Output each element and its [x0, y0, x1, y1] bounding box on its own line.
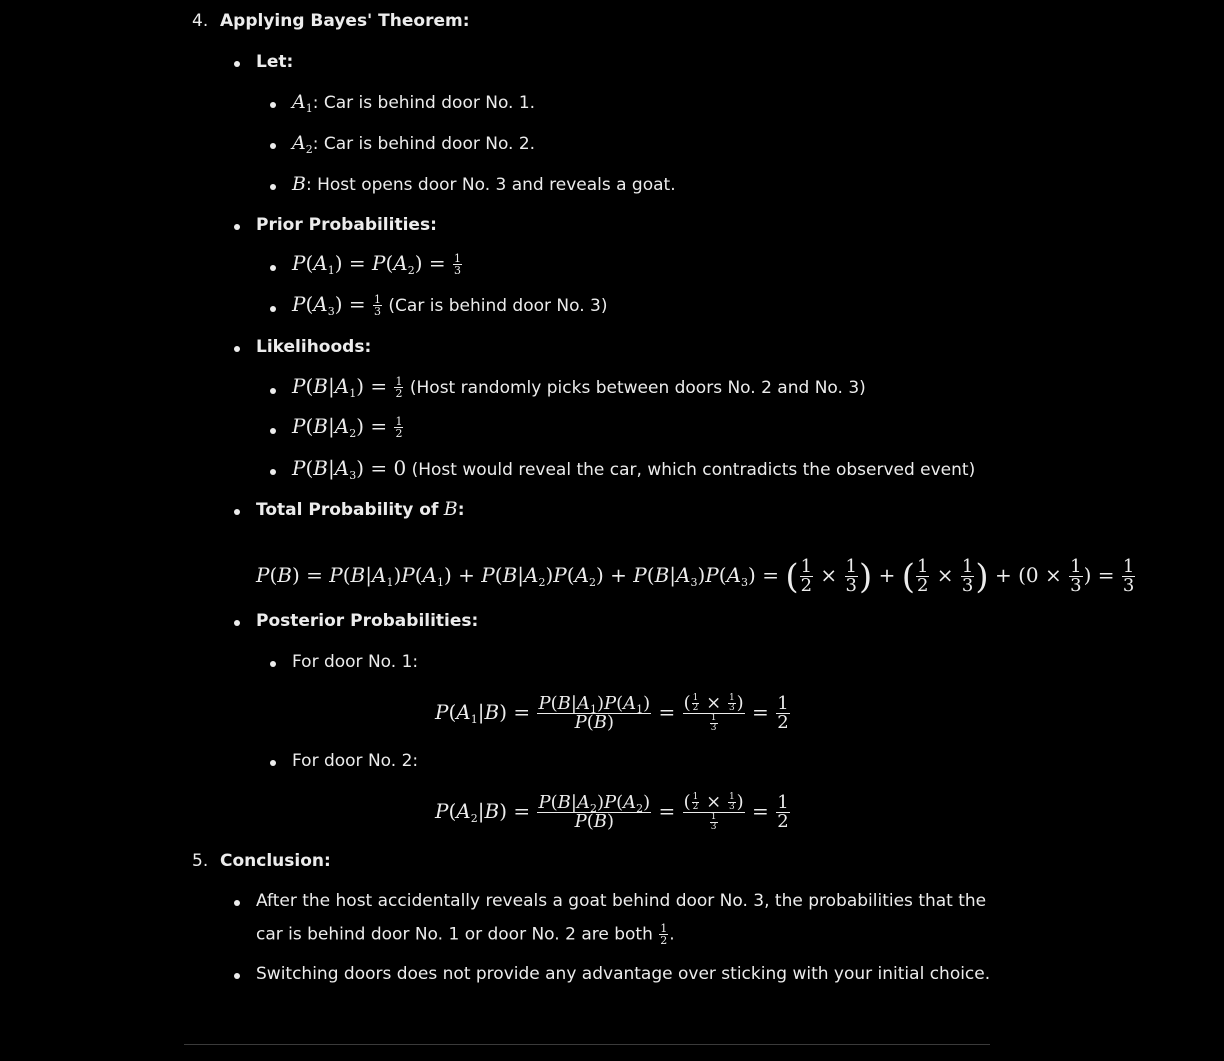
- likelihood-a1: $P(B|A_1)$ = $\frac{1}{2}$ (Host randomly picks between doors No. 2 and No. 3): [292, 374, 866, 400]
- bullet-dot: [270, 388, 276, 394]
- let-label: Let:: [256, 52, 294, 72]
- step-number-4: 4.: [192, 11, 209, 31]
- conclusion-line-2: car is behind door No. 1 or door No. 2 are both $\frac{1}{2}$ .: [256, 922, 675, 947]
- step-title-5: Conclusion:: [220, 851, 331, 871]
- bullet-dot: [234, 224, 240, 230]
- conclusion-line-3: Switching doors does not provide any advantage over sticking with your initial choice.: [256, 964, 991, 984]
- bullet-dot: [234, 346, 240, 352]
- prior-a3: $P(A_3)$ = $\frac{1}{3}$ (Car is behind door No. 3): [292, 292, 608, 318]
- posterior-door1-label: For door No. 1:: [292, 652, 419, 672]
- likelihood-a3: $P(B|A_3) = 0$ (Host would reveal the car, which contradicts the observed event): [292, 456, 976, 482]
- def-a2: $A_2$: Car is behind door No. 2.: [292, 132, 536, 156]
- bullet-dot: [270, 184, 276, 190]
- bullet-dot: [234, 61, 240, 67]
- bullet-dot: [270, 661, 276, 667]
- likelihood-a2: $P(B|A_2)$ = $\frac{1}{2}$: [292, 414, 403, 440]
- posterior-door2-formula: $P(A_2|B)$ = $\frac{P(B|A_2)P(A_2)}{P(B)}$ = ( $\frac{1}{2}$ × $\frac{1}{3}$ ) $\frac{1}{3}$ = $\frac{1}{2}$: [435, 791, 789, 832]
- bullet-dot: [270, 306, 276, 312]
- posterior-label: Posterior Probabilities:: [256, 611, 479, 631]
- bullet-dot: [270, 265, 276, 271]
- bullet-dot: [270, 143, 276, 149]
- conclusion-line-1: After the host accidentally reveals a goat behind door No. 3, the probabilities that the: [256, 891, 987, 911]
- bullet-dot: [234, 620, 240, 626]
- bullet-dot: [270, 102, 276, 108]
- posterior-door2-label: For door No. 2:: [292, 751, 419, 771]
- likelihoods-label: Likelihoods:: [256, 337, 372, 357]
- prior-label: Prior Probabilities:: [256, 215, 437, 235]
- divider: [184, 1044, 990, 1045]
- bullet-dot: [234, 509, 240, 515]
- bullet-dot: [234, 900, 240, 906]
- def-b: B: Host opens door No. 3 and reveals a goat.: [292, 173, 676, 195]
- def-a1: $A_1$: Car is behind door No. 1.: [292, 91, 536, 115]
- total-probability-formula: $P(B) = P(B|A_1)P(A_1) + P(B|A_2)P(A_2) + P(B|A_3)P(A_3)$ = ( $\frac{1}{2}$ × $\frac{1}{3}$ ) + ( $\frac{1}{2}$ × $\frac{1}{3}$ ) + (0 × $\frac{1}{3}$ ) = $\frac{1}{3}$: [256, 556, 1135, 597]
- total-label: Total Probability of B:: [256, 498, 465, 520]
- step-title-4: Applying Bayes' Theorem:: [220, 11, 470, 31]
- bullet-dot: [270, 428, 276, 434]
- prior-a1-a2-formula: $P(A_1) = P(A_2)$ = $\frac{1}{3}$: [292, 251, 462, 277]
- posterior-door1-formula: $P(A_1|B)$ = $\frac{P(B|A_1)P(A_1)}{P(B)}$ = ( $\frac{1}{2}$ × $\frac{1}{3}$ ) $\frac{1}{3}$ = $\frac{1}{2}$: [435, 692, 789, 733]
- bullet-dot: [234, 973, 240, 979]
- bullet-dot: [270, 469, 276, 475]
- bullet-dot: [270, 760, 276, 766]
- step-number-5: 5.: [192, 851, 209, 871]
